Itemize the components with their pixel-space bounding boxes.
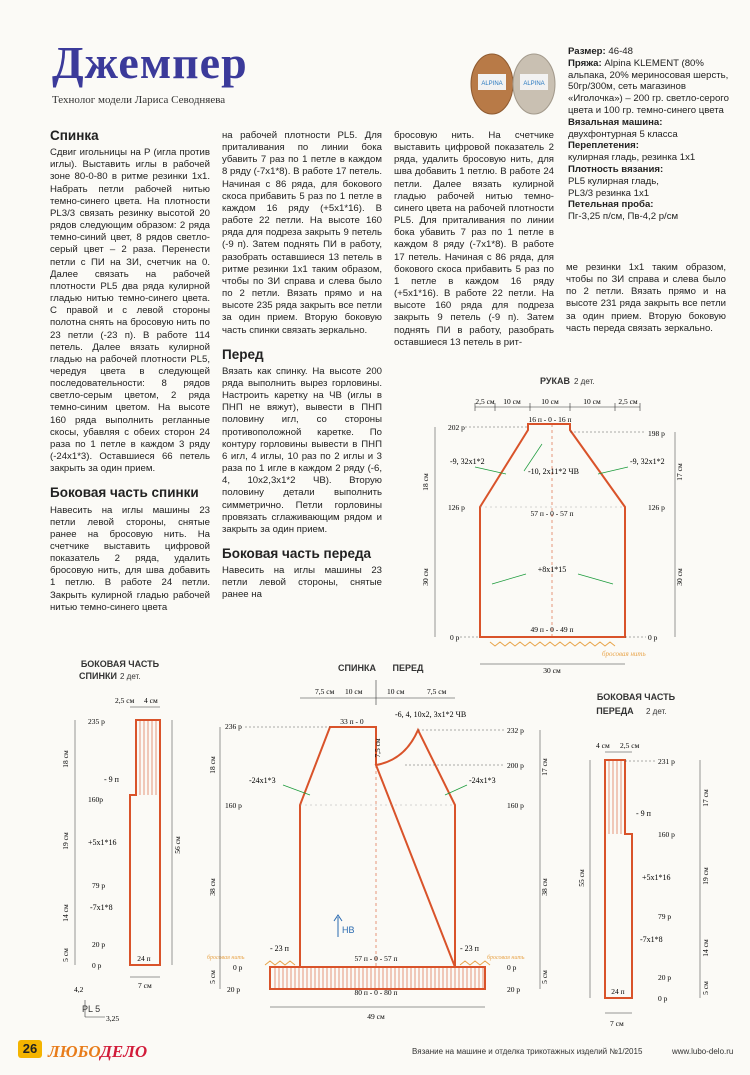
weave-label: Переплетения:: [568, 140, 639, 152]
density-2: PL3/3 резинка 1х1: [568, 187, 650, 199]
side-front-h17: 17 см: [701, 789, 710, 807]
magazine-logo: [48, 1042, 147, 1062]
logo-part-a: ЛЮБО: [48, 1042, 101, 1061]
side-back-h5: 5 см: [61, 948, 70, 962]
side-back-r20: 20 р: [92, 940, 106, 949]
column-4: [566, 262, 726, 335]
sleeve-h30-right: 30 см: [675, 568, 684, 586]
bf-hb: НВ: [342, 925, 355, 935]
bf-dim-3: 10 см: [387, 687, 405, 696]
side-front-h14: 14 см: [701, 939, 710, 957]
side-front-h55: 55 см: [577, 869, 586, 887]
front-text: Вязать как спинку. На высоте 200 ряда выполнить вырез горловины. Настроить каретку на ЧВ (иглы в ПНП не вяжут), вывести в ПНП половину игл, со стороны противоположной каретке. По контуру горловины вывести в ПНП 6 игл, 4 иглы, 10 раз по 2 иглы и 3 раза по 1 игле в каждом 2 ряду (-6, 4, 10х2,3х1*2 ЧВ). Вторую половину детали выполнить симметрично. Петли горловины провязать сглаживающим рядом и закрыть за один прием.: [222, 365, 382, 535]
bf-r20-left: 20 р: [227, 985, 241, 994]
sleeve-h17: 17 см: [675, 463, 684, 481]
sleeve-dec-mid: -10, 2х11*2 ЧВ: [528, 467, 579, 476]
side-back-r235: 235 р: [88, 717, 105, 726]
side-front-text-cont: бросовую нить. На счетчике выставить цифровой показатель 2 ряда, удалить бросовую нить, для шва добавить 1 петлю. В работе 24 петли. Далее вязать кулирной гладью рабочей нитью темно-синего цвета на рабочей плотности PL5. Для приталивания по линии бока убавить 7 раз по 1 петле в каждом 8 ряду (-7х1*8). В работе 17 петель. Начиная с 86 ряда, для бокового скоса прибавить 5 раз по 1 петле в каждом 16 ряду (+5х1*16). В работе 22 петли. На высоте 160 ряда для подреза закрыть 9 петель (-9 п). Затем поднять ПИ в работу, разобрать оставшиеся 13 петель в рит-: [394, 130, 554, 348]
bf-row80: 80 п - 0 - 80 п: [354, 988, 398, 997]
density-label: Плотность вязания:: [568, 163, 664, 175]
bf-raglan-right: -24х1*3: [469, 776, 496, 785]
sleeve-r0-left: 0 р: [450, 633, 460, 642]
sleeve-count: 2 дет.: [574, 377, 595, 386]
side-front-r20: 20 р: [658, 973, 672, 982]
gauge-pl: PL 5: [82, 1004, 101, 1014]
machine-value: двухфонтурная 5 класса: [568, 128, 678, 140]
side-front-w25: 2,5 см: [620, 741, 640, 750]
bf-h17: 17 см: [540, 758, 549, 776]
side-back-w7: 7 см: [138, 981, 152, 990]
yarn-label-left: ALPINA: [481, 81, 503, 87]
page-number: 26: [18, 1040, 42, 1058]
bf-raglan-left: -24х1*3: [249, 776, 276, 785]
bf-r232: 232 р: [507, 726, 524, 735]
bf-neck-h: 7,5 см: [373, 738, 382, 758]
sleeve-mid-row: 57 п - 0 - 57 п: [530, 509, 574, 518]
back-title: СПИНКА: [338, 663, 376, 673]
side-front-text-end: ме резинки 1х1 таким образом, чтобы по ЗИ справа и слева было по 2 петли. Вязать прямо и на высоте 231 ряда закрыть все петли за один прием. Вторую боковую часть переда связать зеркально.: [566, 262, 726, 334]
side-back-count: 2 дет.: [120, 672, 141, 681]
logo-part-b: ДЕЛО: [100, 1042, 148, 1061]
heading-side-back: Боковая часть спинки: [50, 485, 199, 501]
side-front-count: 2 дет.: [646, 707, 667, 716]
bf-waste-left: бросовая нить: [207, 955, 245, 961]
gauge-rows: 4,2: [74, 985, 84, 994]
bf-m23-right: - 23 п: [460, 944, 479, 953]
side-front-r79: 79 р: [658, 912, 672, 921]
bf-h5-right: 5 см: [540, 970, 549, 984]
side-front-r0: 0 р: [658, 994, 668, 1003]
technologist-credit: Технолог модели Лариса Севодняева: [52, 94, 226, 106]
side-back-diagram: [60, 655, 210, 1025]
side-back-text: Навесить на иглы машины 23 петли левой стороны, снятые ранее на бросовую нить. На счетчике выставить цифровой показатель 2 ряда, удалить бросовую нить, для шва добавить 1 петлю. В работе 24 петли. Закрыть кулирной гладью рабочей нитью темно-синего цвета: [50, 504, 210, 613]
sleeve-dec-right: -9, 32х1*2: [630, 457, 665, 466]
bf-top-row: 33 п - 0: [340, 717, 364, 726]
side-front-w7: 7 см: [610, 1019, 624, 1028]
sleeve-bottom-row: 49 п - 0 - 49 п: [530, 625, 574, 634]
sleeve-dec-left: -9, 32х1*2: [450, 457, 485, 466]
column-3: [394, 130, 554, 349]
side-front-diagram: [570, 688, 745, 1033]
side-back-h56: 56 см: [173, 836, 182, 854]
side-back-title-1: БОКОВАЯ ЧАСТЬ: [80, 659, 160, 669]
yarn-label: Пряжа:: [568, 57, 602, 69]
bf-r0-right: 0 р: [507, 963, 517, 972]
side-front-dec: -7х1*8: [640, 935, 663, 944]
sleeve-dim-5: 2,5 см: [618, 397, 638, 406]
side-front-text: Навесить на иглы машины 23 петли левой стороны, снятые ранее на: [222, 565, 382, 601]
size-value: 46-48: [608, 46, 633, 57]
bf-row57: 57 п - 0 - 57 п: [354, 954, 398, 963]
column-1: [50, 130, 210, 614]
side-front-w4: 4 см: [596, 741, 610, 750]
sleeve-dim-4: 10 см: [583, 397, 601, 406]
bf-r236: 236 р: [225, 722, 242, 731]
sleeve-dim-3: 10 см: [541, 397, 559, 406]
heading-side-front: Боковая часть переда: [222, 546, 372, 561]
density-1: PL5 кулирная гладь,: [568, 175, 659, 187]
bf-r0-left: 0 р: [233, 963, 243, 972]
magazine-issue: Вязание на машине и отделка трикотажных изделий №1/2015: [412, 1047, 643, 1056]
side-front-title-1: БОКОВАЯ ЧАСТЬ: [596, 692, 676, 702]
back-front-diagram: [205, 655, 565, 1025]
side-back-h18: 18 см: [61, 750, 70, 768]
bf-r160-right: 160 р: [507, 801, 524, 810]
side-back-text-cont: на рабочей плотности PL5. Для приталивания по линии бока убавить 7 раз по 1 петле в каждом 8 ряду (-7х1*8). В работе 17 петель. Начиная с 86 ряда, для бокового скоса прибавить 5 раз по 1 петле в каждом 16 ряду (+5х1*16). В работе 22 петли. На высоте 160 ряда для подреза закрыть 9 петель (-9 п). Затем поднять ПИ в работу, разобрать оставшиеся 13 петель в ритме резинки 1х1 таким образом, чтобы по ЗИ справа и слева было по 2 петли. Вязать прямо и на высоте 235 ряда закрыть все петли за один прием. Вторую боковую часть спинки связать зеркально.: [222, 130, 382, 336]
bf-h5-left: 5 см: [208, 970, 217, 984]
column-2: [222, 130, 382, 602]
back-text: Сдвиг игольницы на Р (игла против иглы). Выставить иглы в рабочей зоне 80-0-80 в ритме резинки 1х1. Набрать петли рабочей нитью темно-синего цвета. На плотности PL3/3 связать резинку высотой 20 рядов следующим образом: 2 ряда темно-синий цвет, 8 рядов светло-серый цвет – 2 раза. Перенести петли с ПИ на ЗИ, счетчик на 0. Далее связать на рабочей плотности PL5 два ряда кулирной гладью нитью темно-синего цвета. С правой и с левой стороны полотна снять на бросовую нить по 23 петли (-23 п). В работе 114 петель. Далее вязать кулирной гладью на рабочей плотности PL5, чередуя цвета в следующей последовательности: 8 рядов светло-серым цветом, 2 ряда темно-синим цветом. На высоте 160 ряда выполнить регланные скосы, убавляя с обеих сторон 24 раза по 1 петле в каждом 3 ряду (-24х1*3). Оставшиеся 66 петель закрыть за один прием.: [50, 147, 210, 475]
side-front-title-2: ПЕРЕДА: [596, 706, 634, 716]
size-label: Размер:: [568, 46, 606, 57]
bf-dim-2: 10 см: [345, 687, 363, 696]
page-title: Джемпер: [52, 37, 248, 88]
bf-m23-left: - 23 п: [270, 944, 289, 953]
side-back-p24: 24 п: [137, 954, 151, 963]
side-back-r160: 160р: [88, 795, 103, 804]
yarn-balls-image: [468, 46, 560, 116]
bf-dim-4: 7,5 см: [427, 687, 447, 696]
sleeve-waste: бросовая нить: [602, 650, 646, 658]
sleeve-diagram: [420, 372, 710, 674]
heading-back: Спинка: [50, 128, 99, 143]
side-front-h5: 5 см: [701, 981, 710, 995]
sleeve-h30-left: 30 см: [421, 568, 430, 586]
side-back-h14: 14 см: [61, 904, 70, 922]
side-front-inc: +5х1*16: [642, 873, 671, 882]
side-back-m9: - 9 п: [104, 775, 119, 784]
sleeve-r198: 198 р: [648, 429, 665, 438]
bf-h38-right: 38 см: [540, 878, 549, 896]
bf-neck: -6, 4, 10х2, 3х1*2 ЧВ: [395, 710, 467, 719]
sleeve-r126-right: 126 р: [648, 503, 665, 512]
side-front-r231: 231 р: [658, 757, 675, 766]
loop-label: Петельная проба:: [568, 199, 654, 211]
yarn-label-right: ALPINA: [523, 81, 545, 87]
front-title: ПЕРЕД: [392, 663, 424, 673]
sleeve-r126-left: 126 р: [448, 503, 465, 512]
bf-r20-right: 20 р: [507, 985, 521, 994]
specs-block: [568, 46, 738, 223]
side-back-w25: 2,5 см: [115, 696, 135, 705]
side-back-dec: -7х1*8: [90, 903, 113, 912]
bf-r200: 200 р: [507, 761, 524, 770]
side-back-h19: 19 см: [61, 832, 70, 850]
site-url: www.lubo-delo.ru: [672, 1047, 734, 1056]
side-back-r0: 0 р: [92, 961, 102, 970]
heading-front: Перед: [222, 346, 264, 362]
sleeve-title: РУКАВ: [540, 376, 570, 386]
sleeve-width: 30 см: [543, 666, 561, 674]
weave-value: кулирная гладь, резинка 1х1: [568, 152, 696, 164]
bf-h38-left: 38 см: [208, 878, 217, 896]
loop-value: Пг-3,25 п/см, Пв-4,2 р/см: [568, 211, 679, 223]
side-back-inc: +5х1*16: [88, 838, 117, 847]
bf-h18: 18 см: [208, 756, 217, 774]
sleeve-top-row: 16 п - 0 - 16 п: [528, 415, 572, 424]
sleeve-dim-2: 10 см: [503, 397, 521, 406]
bf-r160-left: 160 р: [225, 801, 242, 810]
sleeve-r0-right: 0 р: [648, 633, 658, 642]
sleeve-r202: 202 р: [448, 423, 465, 432]
gauge-loops: 3,25: [106, 1014, 120, 1023]
bf-dim-1: 7,5 см: [315, 687, 335, 696]
sleeve-dim-1: 2,5 см: [475, 397, 495, 406]
side-back-w4: 4 см: [144, 696, 158, 705]
side-front-h19: 19 см: [701, 867, 710, 885]
yarn-value: Alpina KLEMENT (80% альпака, 20% мериносовая шерсть, 50гр/300м, сеть магазинов «Иголочка») – 200 гр. светло-серого цвета и 100 гр. темно-синего цвета: [568, 57, 729, 116]
side-front-p24: 24 п: [611, 987, 625, 996]
sleeve-inc: +8х1*15: [537, 565, 567, 574]
side-back-title-2: СПИНКИ: [79, 671, 117, 681]
side-front-r160: 160 р: [658, 830, 675, 839]
side-back-r79: 79 р: [92, 881, 106, 890]
sleeve-h18: 18 см: [421, 473, 430, 491]
side-front-m9: - 9 п: [636, 809, 651, 818]
bf-waste-right: бросовая нить: [487, 955, 525, 961]
bf-width: 49 см: [367, 1012, 385, 1021]
machine-label: Вязальная машина:: [568, 116, 663, 128]
